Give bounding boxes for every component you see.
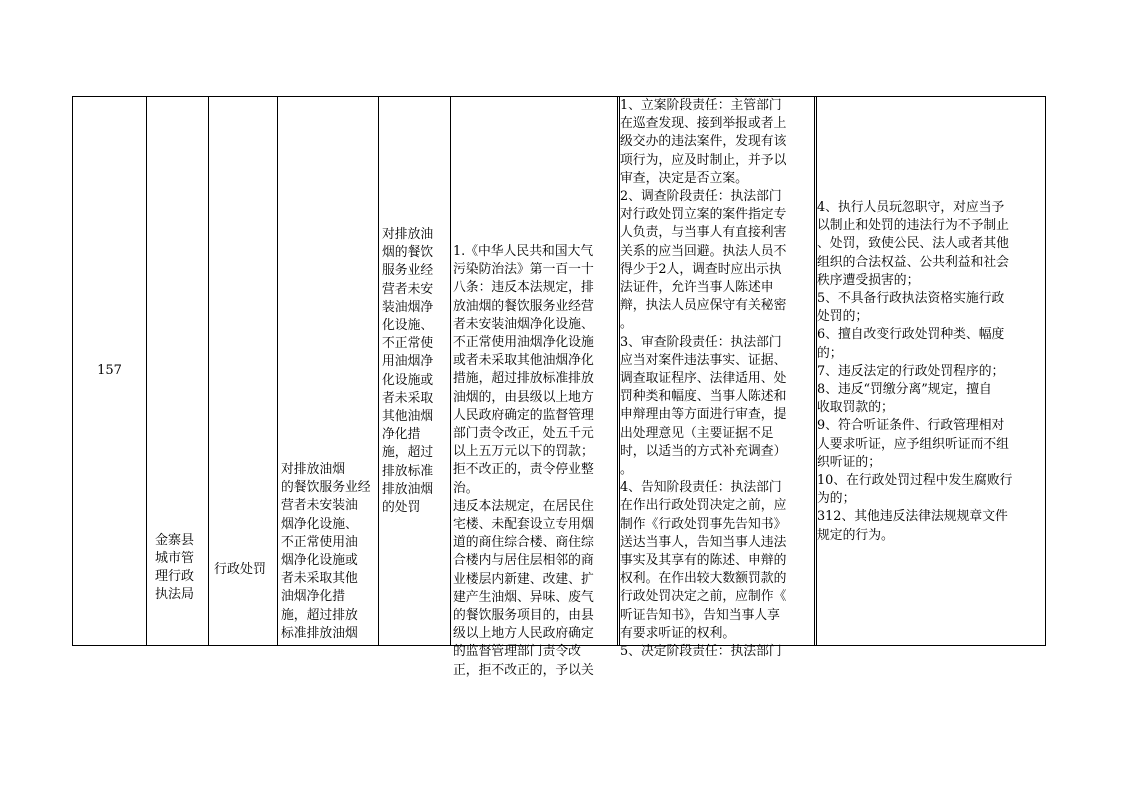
subitem-name: 对排放油 烟的餐饮 服务业经 营者未安 装油烟净 化设施、 不正常使 用油烟净 化设施或 者未采取 其他油烟 净化措 施，超过 排放标准 排放油烟 的处罚 <box>382 227 434 516</box>
cell-subitem-name <box>379 97 450 645</box>
accountability-text: 4、执行人员玩忽职守，对应当予 以制止和处罚的违法行为不予制止 、处罚，致使公民、法人或者其他 组织的合法权益、公共利益和社会 秩序遭受损害的； 5、不具备行政执法资格实施行政 处罚的； 6、擅自改变行政处罚种类、幅度 的； 7、违反法定的行政处罚程序的； 8、违反“罚缴分离”规定，擅自 收取罚款的； 9、符合听证条件、行政管理相对 人要求听证，应予组织听证而不组 织听证的； 10、在行政处罚过程中发生腐败行 为的； 312、其他违反法律法规规章文件 规定的行为。 <box>817 200 1013 543</box>
legal-basis-text: 1.《中华人民共和国大气 污染防治法》第一百一十 八条：违反本法规定，排 放油烟的餐饮服务业经营 者未安装油烟净化设施、 不正常使用油烟净化设施 或者未采取其他油烟净化 措施，超过排放标准排放 油烟的，由县级以上地方 人民政府确定的监督管理 部门责令改正，处五千元 以上五万元以下的罚款； 拒不改正的，责令停业整 治。 违反本法规定，在居民住 宅楼、未配套设立专用烟 道的商住综合楼、商住综 合楼内与居住层相邻的商 业楼层内新建、改建、扩 建产生油烟、异味、废气 的餐饮服务项目的，由县 级以上地方人民政府确定 的监督管理部门责令改 正，拒不改正的，予以关 <box>453 244 594 678</box>
cell-legal-basis <box>451 97 617 678</box>
power-list-table <box>72 96 1046 678</box>
item-name: 对排放油烟 的餐饮服务业经 营者未安装油 烟净化设施、 不正常使用油 烟净化设施或 者未采取其他 油烟净化措 施，超过排放 标准排放油烟 <box>281 462 371 641</box>
cell-department <box>147 97 208 645</box>
department-name: 金寨县 城市管 理行政 执法局 <box>155 533 195 602</box>
responsibility-text: 1、立案阶段责任：主管部门 在巡查发现、接到举报或者上 级交办的违法案件，发现有该 项行为，应及时制止，并予以 审查，决定是否立案。 2、调查阶段责任：执法部门 对行政处罚立案的案件指定专 人负责，与当事人有直接利害 关系的应当回避。执法人员不 得少于2人，调查时应出示执 法证件，允许当事人陈述申 辩，执法人员应保守有关秘密 。 3、审查阶段责任：执法部门 应当对案件违法事实、证据、 调查取证程序、法律适用、处 罚种类和幅度、当事人陈述和 申辩理由等方面进行审查，提 出处理意见（主要证据不足 时，以适当的方式补充调查） 。 4、告知阶段责任：执法部门 在作出行政处罚决定之前，应 制作《行政处罚事先告知书》 送达当事人，告知当事人违法 事实及其享有的陈述、申辩的 权利。在作出较大数额罚款的 行政处罚决定之前，应制作《 听证告知书》，告知当事人享 有要求听证的权利。 5、决定阶段责任：执法部门 <box>620 98 787 660</box>
cell-accountability <box>817 97 1047 645</box>
cell-number <box>73 97 146 645</box>
cell-power-type <box>209 97 277 645</box>
cell-item-name <box>278 97 378 645</box>
power-type: 行政处罚 <box>214 562 267 577</box>
row-number: 157 <box>97 362 122 378</box>
cell-responsibility <box>620 97 814 660</box>
